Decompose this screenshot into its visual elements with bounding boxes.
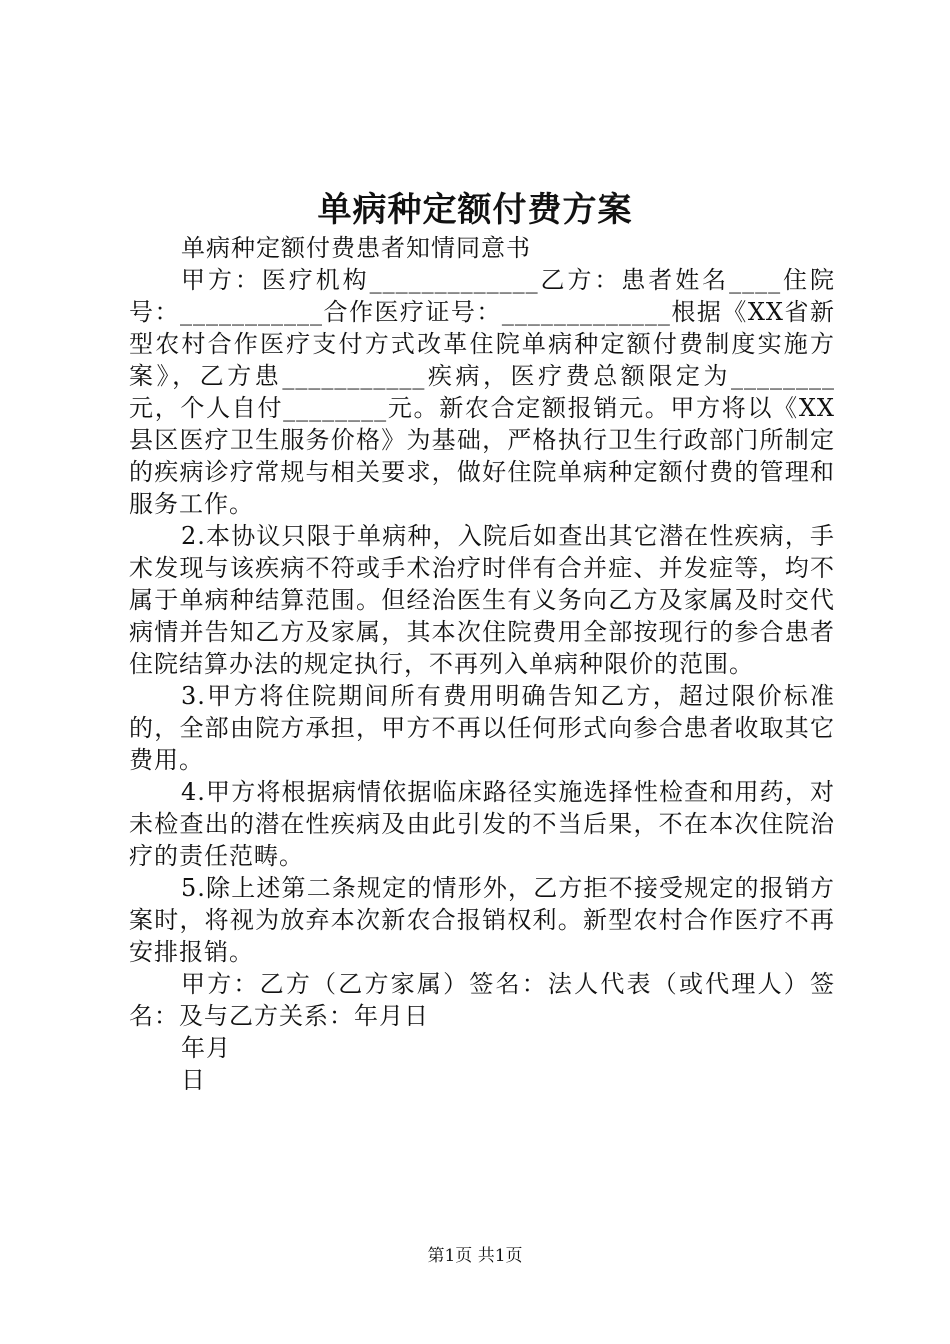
agreement-paragraph-4: 4.甲方将根据病情依据临床路径实施选择性检查和用药，对未检查出的潜在性疾病及由此引发的不当后果，不在本次住院治疗的责任范畴。 [129, 778, 835, 870]
date-day: 日 [181, 1066, 206, 1094]
signature-line: 甲方：乙方（乙方家属）签名：法人代表（或代理人）签名：及与乙方关系：年月日 [129, 970, 835, 1030]
agreement-paragraph-5: 5.除上述第二条规定的情形外，乙方拒不接受规定的报销方案时，将视为放弃本次新农合报销权利。新型农村合作医疗不再安排报销。 [129, 874, 835, 966]
agreement-paragraph-3: 3.甲方将住院期间所有费用明确告知乙方，超过限价标准的，全部由院方承担，甲方不再以任何形式向参合患者收取其它费用。 [129, 682, 835, 774]
document-title: 单病种定额付费方案 [317, 190, 633, 230]
consent-heading: 单病种定额付费患者知情同意书 [181, 234, 531, 262]
page-footer: 第1页 共1页 [427, 1246, 523, 1266]
agreement-paragraph-2: 2.本协议只限于单病种，入院后如查出其它潜在性疾病，手术发现与该疾病不符或手术治疗时伴有合并症、并发症等，均不属于单病种结算范围。但经治医生有义务向乙方及家属及时交代病情并告知乙方及家属，其本次住院费用全部按现行的参合患者住院结算办法的规定执行，不再列入单病种限价的范围。 [129, 522, 835, 678]
agreement-paragraph-1: 甲方：医疗机构_____________乙方：患者姓名____住院号：___________合作医疗证号：_____________根据《XX省新型农村合作医疗支付方式改革住院单病种定额付费制度实施方案》，乙方患___________疾病，医疗费总额限定为________元，个人自付________元。新农合定额报销元。甲方将以《XX县区医疗卫生服务价格》为基础，严格执行卫生行政部门所制定的疾病诊疗常规与相关要求，做好住院单病种定额付费的管理和服务工作。 [129, 266, 835, 518]
document-body [129, 232, 835, 1096]
date-year-month: 年月 [181, 1034, 231, 1062]
